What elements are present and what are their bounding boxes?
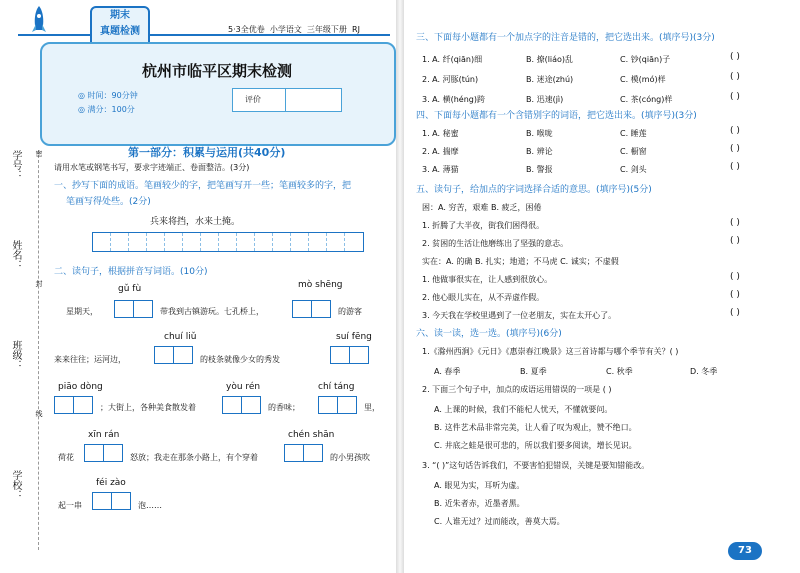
- page-number: 73: [728, 542, 762, 560]
- q6-title: 六、读一读，选一选。(填序号)(6分): [416, 329, 562, 339]
- answer-cells-gufu[interactable]: [114, 300, 152, 318]
- pinyin-gufu: gǔ fù: [118, 284, 142, 294]
- q2-line3b: ；大街上，各种美食散发着: [100, 403, 196, 412]
- q5-sentence1: 1. 折腾了大半夜，街我们困得很。: [422, 221, 545, 230]
- q6-option-d: D. 冬季: [690, 367, 718, 376]
- answer-cells-xinran[interactable]: [84, 444, 122, 462]
- answer-paren[interactable]: ( ): [730, 162, 740, 172]
- q6-option-a: A. 春季: [434, 367, 461, 376]
- school-label: 学校：: [10, 470, 21, 500]
- answer-paren[interactable]: ( ): [730, 72, 740, 82]
- q3-row1-a: 1. A. 纤(qiān)细: [422, 55, 483, 64]
- q3-row2-c: C. 模(mó)样: [620, 75, 666, 84]
- q3-row2-b: B. 迷途(zhú): [526, 75, 574, 84]
- answer-paren[interactable]: ( ): [730, 308, 740, 318]
- q2-title: 二、读句子，根据拼音写词语。(10分): [54, 267, 208, 277]
- q2-line3c: 的香味；: [268, 403, 300, 412]
- writing-instruction: 请用水笔或钢笔书写，要求字迹端正、卷面整洁。(3分): [54, 163, 250, 172]
- q2-line1a: 星期天，: [66, 307, 98, 316]
- q3-row3-a: 3. A. 横(héng)跨: [422, 95, 485, 104]
- answer-paren[interactable]: ( ): [730, 144, 740, 154]
- q4-row1-a: 1. A. 秘蜜: [422, 129, 459, 138]
- answer-cells-chenshan[interactable]: [284, 444, 322, 462]
- grade: 三年级下册: [306, 25, 347, 34]
- answer-paren[interactable]: ( ): [730, 272, 740, 282]
- answer-cells-chuiliu[interactable]: [154, 346, 192, 364]
- q3-row1-b: B. 撩(liáo)乱: [526, 55, 574, 64]
- q6-option-b: B. 夏季: [520, 367, 547, 376]
- q5-options-shizai: 实在：A. 的确 B. 扎实；地道；不马虎 C. 诚实；不虚假: [422, 257, 619, 266]
- pinyin-xinran: xīn rán: [88, 430, 120, 440]
- q6-q2-c: C. 井底之蛙是很可悲的，所以我们要多阅读，增长见识。: [434, 441, 637, 450]
- q2-line4a: 荷花: [58, 453, 74, 462]
- q6-q2-b: B. 这件艺术品非常完美，让人看了叹为观止，赞不绝口。: [434, 423, 637, 432]
- q4-row2-c: C. 橱窗: [620, 147, 647, 156]
- answer-cells-suifeng[interactable]: [330, 346, 368, 364]
- answer-cells-feizao[interactable]: [92, 492, 130, 510]
- q5-sentence2: 2. 贫困的生活让他磨练出了坚强的意志。: [422, 239, 569, 248]
- q5-options-kun: 困：A. 穷苦，艰难 B. 疲乏，困倦: [422, 203, 542, 212]
- mi-mark: 密: [35, 150, 43, 157]
- pinyin-feizao: féi zào: [96, 478, 126, 488]
- copy-grid[interactable]: [92, 232, 364, 252]
- q4-row1-b: B. 喉咙: [526, 129, 553, 138]
- q5-sentence3: 1. 他做事很实在，让人感到很放心。: [422, 275, 553, 284]
- part-one-title: 第一部分：积累与运用(共40分): [128, 146, 286, 159]
- pinyin-chenshan: chén shān: [288, 430, 335, 440]
- answer-cells-piaodong[interactable]: [54, 396, 92, 414]
- pinyin-chitang: chí táng: [318, 382, 355, 392]
- score-label: 评价: [245, 95, 261, 104]
- class-label: 班级：: [10, 340, 21, 370]
- q6-question1: 1.《滁州西涧》《元日》《惠崇春江晚景》这三首诗都与哪个季节有关？( ): [422, 347, 679, 356]
- time-info: ◎ 时间：90分钟: [78, 91, 138, 100]
- q1-title-line2: 笔画写得处些。(2分): [66, 197, 151, 207]
- answer-paren[interactable]: ( ): [730, 126, 740, 136]
- answer-paren[interactable]: ( ): [730, 290, 740, 300]
- q3-title: 三、下面每小题都有一个加点字的注音是错的，把它选出来。(填序号)(3分): [416, 33, 715, 43]
- page-title: 杭州市临平区期末检测: [142, 62, 293, 80]
- badge-line2: 真题检测: [100, 26, 140, 37]
- edition: RJ: [352, 25, 360, 34]
- header-info: [228, 24, 360, 35]
- rocket-icon: [30, 6, 48, 38]
- idiom-text: 兵来将挡，水来土掩。: [150, 217, 241, 227]
- q3-row1-c: C. 钞(qiān)子: [620, 55, 671, 64]
- q4-row1-c: C. 睡莲: [620, 129, 647, 138]
- q6-q3-a: A. 眼见为实，耳听为虚。: [434, 481, 525, 490]
- right-page: [400, 0, 800, 573]
- time-text: 时间：90分钟: [87, 91, 138, 100]
- q5-sentence5: 3. 今天我在学校里遇到了一位老朋友，实在太开心了。: [422, 311, 617, 320]
- pinyin-suifeng: suí fēng: [336, 332, 372, 342]
- q2-line3d: 里，: [364, 403, 380, 412]
- student-id-label: 学号：: [10, 150, 21, 180]
- q4-title: 四、下面每小题都有一个含错别字的词语，把它选出来。(填序号)(3分): [416, 111, 697, 121]
- q2-line4b: 怒放；我走在那条小路上，有个穿着: [130, 453, 258, 462]
- q4-row2-b: B. 辨论: [526, 147, 553, 156]
- q4-row2-a: 2. A. 揣摩: [422, 147, 459, 156]
- badge-line1: 期末: [110, 10, 130, 21]
- answer-paren[interactable]: ( ): [730, 236, 740, 246]
- q2-line2a: 来来往往；运河边，: [54, 355, 126, 364]
- answer-paren[interactable]: ( ): [730, 92, 740, 102]
- q6-question3: 3. “( )”这句话告诉我们，不要害怕犯错误，关键是要知错能改。: [422, 461, 650, 470]
- pinyin-chuiliu: chuí liǔ: [164, 332, 197, 342]
- q4-row3-c: C. 剑头: [620, 165, 647, 174]
- q2-line4c: 的小男孩吹: [330, 453, 370, 462]
- q3-row3-b: B. 迅速(jì): [526, 95, 564, 104]
- q2-line5a: 起一串: [58, 501, 82, 510]
- q2-line1b: 带我到古镇游玩。七孔桥上，: [160, 307, 264, 316]
- name-label: 姓名：: [10, 240, 21, 270]
- q2-line1c: 的游客: [338, 307, 362, 316]
- binding-line: [38, 150, 39, 550]
- answer-cells-mosheng[interactable]: [292, 300, 330, 318]
- feng-mark: 封: [35, 280, 43, 287]
- q6-q2-a: A. 上课的时候，我们不能杞人忧天，不懂就要问。: [434, 405, 613, 414]
- answer-paren[interactable]: ( ): [730, 218, 740, 228]
- q1-title-line1: 一、抄写下面的成语。笔画较少的字，把笔画写开一些；笔画较多的字，把: [54, 181, 352, 191]
- answer-cells-chitang[interactable]: [318, 396, 356, 414]
- q6-question2: 2. 下面三个句子中，加点的成语运用错误的一项是 ( ): [422, 385, 612, 394]
- xian-mark: 线: [35, 410, 43, 417]
- q3-row2-a: 2. A. 河豚(tún): [422, 75, 479, 84]
- subject: 小学语文: [269, 25, 302, 34]
- score-info: ◎ 满分：100分: [78, 105, 135, 114]
- q4-row3-b: B. 警报: [526, 165, 553, 174]
- q5-title: 五、读句子，给加点的字词选择合适的意思。(填序号)(5分): [416, 185, 652, 195]
- pinyin-youren: yòu rén: [226, 382, 261, 392]
- answer-cells-youren[interactable]: [222, 396, 260, 414]
- q4-row3-a: 3. A. 薄猫: [422, 165, 459, 174]
- q6-q3-b: B. 近朱者赤，近墨者黑。: [434, 499, 525, 508]
- q5-sentence4: 2. 他心眼儿实在，从不弄虚作假。: [422, 293, 545, 302]
- q2-line5b: 泡……: [138, 501, 162, 510]
- pinyin-mosheng: mò shēng: [298, 280, 343, 290]
- answer-paren[interactable]: ( ): [730, 52, 740, 62]
- score-box[interactable]: [232, 88, 342, 112]
- q2-line2b: 的枝条就像少女的秀发: [200, 355, 280, 364]
- q3-row3-c: C. 茶(cóng)样: [620, 95, 673, 104]
- full-score-text: 满分：100分: [87, 105, 135, 114]
- series-name: 5·3全优卷: [228, 25, 265, 34]
- q6-q3-c: C. 人谁无过？过而能改，善莫大焉。: [434, 517, 565, 526]
- pinyin-piaodong: piāo dòng: [58, 382, 103, 392]
- q6-option-c: C. 秋季: [606, 367, 633, 376]
